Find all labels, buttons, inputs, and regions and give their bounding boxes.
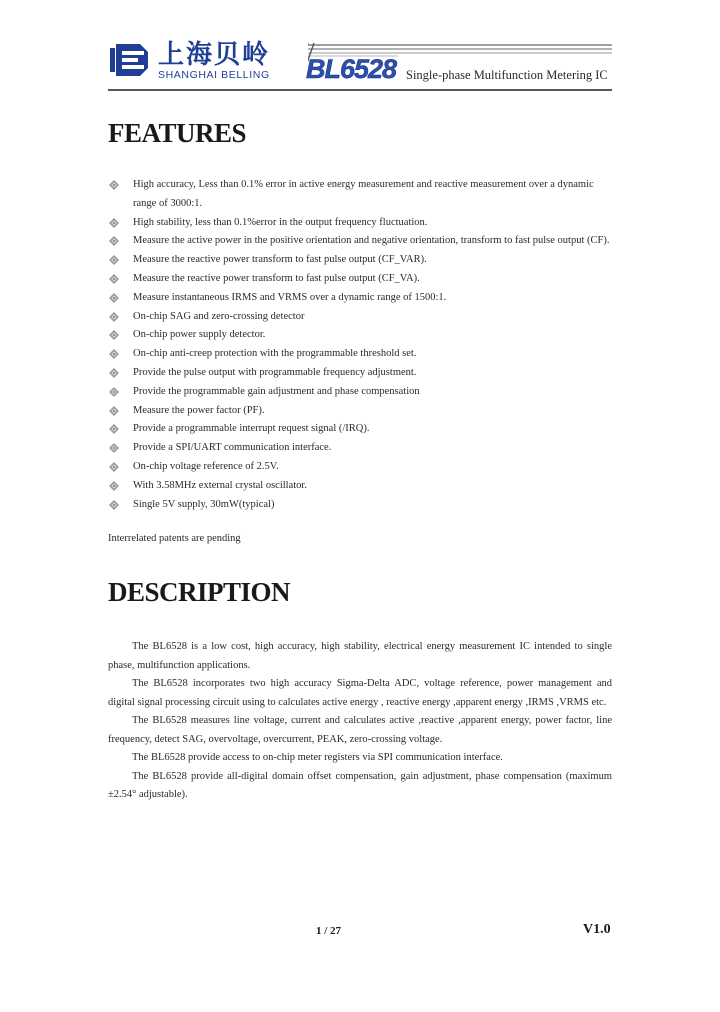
document-subtitle: Single-phase Multifunction Metering IC — [406, 68, 608, 82]
feature-item — [108, 402, 612, 421]
feature-item — [108, 176, 612, 214]
feature-text: High accuracy, Less than 0.1% error in active energy measurement and reactive measurement over a dynamic range of 3000:1. — [133, 179, 594, 209]
feature-item — [108, 308, 612, 327]
diamond-bullet-icon — [109, 462, 119, 472]
logo-chinese-name: 上海贝岭 — [158, 40, 271, 70]
feature-text: Provide a programmable interrupt request signal (/IRQ). — [133, 423, 370, 435]
diamond-bullet-icon — [109, 387, 119, 397]
feature-item — [108, 439, 612, 458]
features-list — [108, 176, 612, 514]
feature-text: Provide the programmable gain adjustment and phase compensation — [133, 385, 420, 397]
diamond-bullet-icon — [109, 218, 119, 228]
diamond-bullet-icon — [109, 180, 119, 190]
diamond-bullet-icon — [109, 312, 119, 322]
diamond-bullet-icon — [109, 330, 119, 340]
feature-text: Provide a SPI/UART communication interface. — [133, 442, 332, 454]
feature-item — [108, 251, 612, 270]
feature-item — [108, 458, 612, 477]
diamond-bullet-icon — [109, 274, 119, 284]
description-paragraph: The BL6528 provide all-digital domain offset compensation, gain adjustment, phase compensation (maximum ±2.54° adjustable). — [108, 770, 612, 800]
feature-item — [108, 289, 612, 308]
description-paragraph: The BL6528 provide access to on-chip meter registers via SPI communication interface. — [132, 752, 503, 763]
feature-text: Measure instantaneous IRMS and VRMS over a dynamic range of 1500:1. — [133, 291, 447, 303]
diamond-bullet-icon — [109, 424, 119, 434]
logo-english-name: SHANGHAI BELLING — [158, 69, 270, 81]
diamond-bullet-icon — [109, 349, 119, 359]
document-header — [108, 40, 612, 92]
patent-note: Interrelated patents are pending — [108, 533, 241, 544]
feature-text: Measure the reactive power transform to fast pulse output (CF_VA). — [133, 272, 420, 284]
page-number: 1 / 27 — [316, 925, 342, 937]
diamond-bullet-icon — [109, 368, 119, 378]
feature-text: On-chip SAG and zero-crossing detector — [133, 310, 305, 322]
feature-item — [108, 420, 612, 439]
feature-text: On-chip power supply detector. — [133, 329, 266, 341]
feature-text: Measure the reactive power transform to fast pulse output (CF_VAR). — [133, 254, 427, 266]
feature-item — [108, 477, 612, 496]
feature-item — [108, 326, 612, 345]
diamond-bullet-icon — [109, 293, 119, 303]
diamond-bullet-icon — [109, 443, 119, 453]
diamond-bullet-icon — [109, 255, 119, 265]
diamond-bullet-icon — [109, 481, 119, 491]
description-paragraph: The BL6528 incorporates two high accuracy Sigma-Delta ADC, voltage reference, power management and digital signal processing circuit using to calculates active energy , reactive energy ,apparent energy ,IRMS ,VRMS etc. — [108, 678, 612, 708]
feature-text: High stability, less than 0.1%error in the output frequency fluctuation. — [133, 216, 428, 228]
feature-text: Measure the power factor (PF). — [133, 404, 265, 416]
model-number: BL6528 — [306, 54, 397, 84]
diamond-bullet-icon — [109, 236, 119, 246]
feature-item — [108, 270, 612, 289]
diamond-bullet-icon — [109, 406, 119, 416]
feature-text: Provide the pulse output with programmable frequency adjustment. — [133, 366, 417, 378]
feature-text: On-chip voltage reference of 2.5V. — [133, 460, 279, 472]
feature-text: Measure the active power in the positive orientation and negative orientation, transform to fast pulse output (CF). — [133, 235, 610, 247]
document-version: V1.0 — [583, 922, 611, 937]
header-divider — [108, 89, 612, 91]
feature-item — [108, 214, 612, 233]
diamond-bullet-icon — [109, 500, 119, 510]
description-body — [108, 638, 612, 805]
feature-text: On-chip anti-creep protection with the programmable threshold set. — [133, 348, 417, 360]
belling-logo-icon — [110, 42, 154, 78]
features-heading: FEATURES — [108, 118, 247, 148]
feature-text: With 3.58MHz external crystal oscillator. — [133, 479, 307, 491]
feature-item — [108, 496, 612, 515]
description-heading: DESCRIPTION — [108, 577, 291, 607]
feature-item — [108, 364, 612, 383]
feature-item — [108, 383, 612, 402]
description-paragraph: The BL6528 is a low cost, high accuracy, high stability, electrical energy measurement IC intended to single phase, multifunction applications. — [108, 641, 612, 671]
feature-item — [108, 232, 612, 251]
description-paragraph: The BL6528 measures line voltage, current and calculates active ,reactive ,apparent energy, power factor, line frequency, detect SAG, overvoltage, overcurrent, PEAK, zero-crossing voltage. — [108, 715, 612, 745]
feature-item — [108, 345, 612, 364]
feature-text: Single 5V supply, 30mW(typical) — [133, 498, 275, 510]
